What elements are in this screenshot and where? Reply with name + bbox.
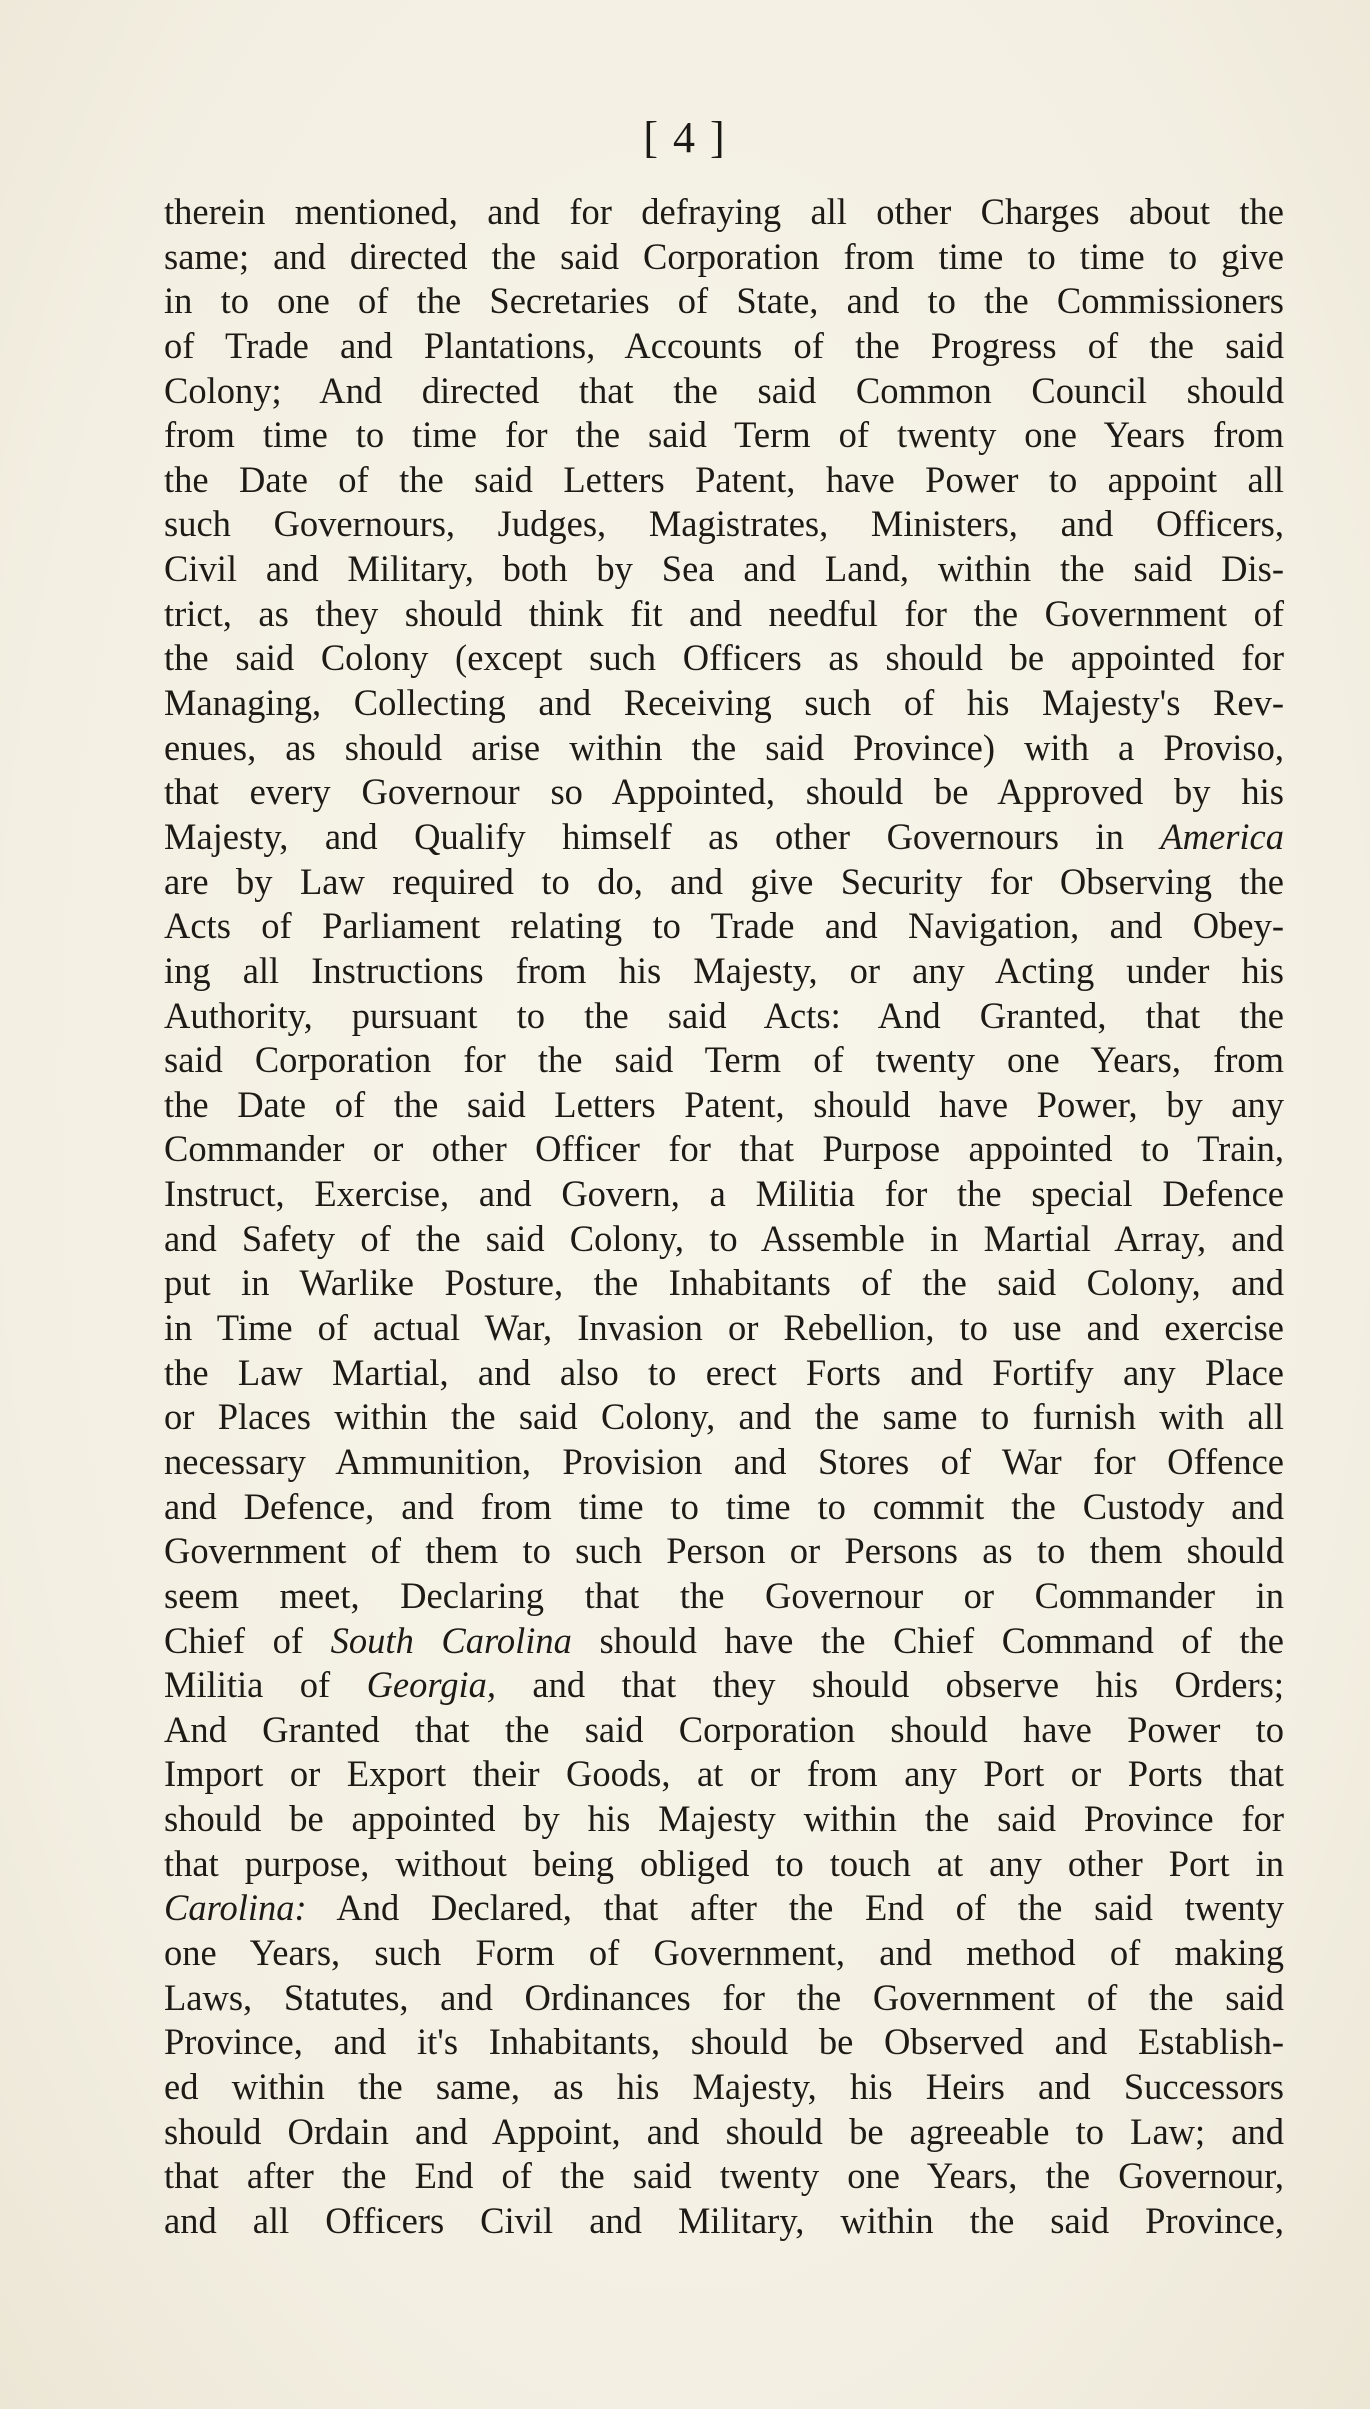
text-segment: Militia of [164, 1664, 367, 1706]
text-line [164, 636, 1284, 681]
italic-text-segment: South Carolina [330, 1619, 572, 1661]
text-line [164, 2154, 1284, 2199]
text-segment: that every Governour so Appointed, should be Approved by his [164, 771, 1284, 813]
text-line [164, 369, 1284, 414]
text-segment: or Places within the said Colony, and the same to furnish with all [164, 1396, 1284, 1438]
text-line [164, 1172, 1284, 1217]
text-line [164, 1395, 1284, 1440]
text-segment: therein mentioned, and for defraying all other Charges about the [164, 191, 1284, 232]
text-line [164, 1886, 1284, 1931]
text-segment: Government of them to such Person or Persons as to them should [164, 1530, 1284, 1572]
text-line [164, 1485, 1284, 1530]
text-line [164, 681, 1284, 726]
text-line [164, 1931, 1284, 1976]
text-segment: should be appointed by his Majesty within the said Province for [164, 1798, 1284, 1840]
text-line [164, 1351, 1284, 1396]
text-line [164, 1529, 1284, 1574]
page-number: [ 4 ] [643, 113, 727, 162]
text-line [164, 413, 1284, 458]
text-segment: enues, as should arise within the said Province) with a Proviso, [164, 726, 1284, 768]
text-segment: that purpose, without being obliged to touch at any other Port in [164, 1842, 1284, 1884]
text-segment: Chief of [164, 1619, 331, 1661]
text-line [164, 1797, 1284, 1842]
text-segment: ed within the same, as his Majesty, his Heirs and Successors [164, 2065, 1284, 2107]
text-segment: the Law Martial, and also to erect Forts and Fortify any Place [164, 1351, 1284, 1393]
text-segment: Colony; And directed that the said Common Council should [164, 369, 1284, 411]
text-line [164, 279, 1284, 324]
text-segment: Import or Export their Goods, at or from any Port or Ports that [164, 1753, 1284, 1795]
text-segment: Instruct, Exercise, and Govern, a Militia for the special Defence [164, 1173, 1284, 1215]
text-segment: that after the End of the said twenty one Years, the Governour, [164, 2155, 1284, 2197]
italic-text-segment: Carolina: [164, 1887, 307, 1929]
text-line [164, 2020, 1284, 2065]
text-line [164, 1842, 1284, 1887]
text-segment: Province, and it's Inhabitants, should be Observed and Establish- [164, 2021, 1284, 2063]
text-line [164, 726, 1284, 771]
text-line [164, 592, 1284, 637]
text-segment: such Governours, Judges, Magistrates, Ministers, and Officers, [164, 503, 1284, 545]
text-segment: and Defence, and from time to time to commit the Custody and [164, 1485, 1284, 1527]
text-segment: ing all Instructions from his Majesty, or any Acting under his [164, 949, 1284, 991]
text-line [164, 547, 1284, 592]
text-segment: one Years, such Form of Government, and method of making [164, 1931, 1284, 1973]
text-segment: are by Law required to do, and give Security for Observing the [164, 860, 1284, 902]
text-line [164, 1708, 1284, 1753]
text-segment: And Declared, that after the End of the said twenty [306, 1887, 1284, 1929]
text-segment: and Safety of the said Colony, to Assemble in Martial Array, and [164, 1217, 1284, 1259]
text-segment: And Granted that the said Corporation should have Power to [164, 1708, 1284, 1750]
text-segment: and all Officers Civil and Military, within the said Province, [164, 2199, 1284, 2241]
text-segment: Acts of Parliament relating to Trade and Navigation, and Obey- [164, 905, 1284, 947]
text-segment: trict, as they should think fit and needful for the Government of [164, 592, 1284, 634]
text-line [164, 324, 1284, 369]
text-line [164, 1574, 1284, 1619]
text-line [164, 1038, 1284, 1083]
text-line [164, 815, 1284, 860]
text-line [164, 1663, 1284, 1708]
text-line [164, 1752, 1284, 1797]
text-line [164, 1261, 1284, 1306]
text-line [164, 949, 1284, 994]
text-line [164, 1217, 1284, 1262]
text-segment: Managing, Collecting and Receiving such of his Majesty's Rev- [164, 682, 1284, 724]
text-line [164, 2199, 1284, 2244]
text-line [164, 904, 1284, 949]
text-line [164, 1976, 1284, 2021]
text-segment: Laws, Statutes, and Ordinances for the Government of the said [164, 1976, 1284, 2018]
text-segment: necessary Ammunition, Provision and Stores of War for Offence [164, 1440, 1284, 1482]
text-line [164, 458, 1284, 503]
text-segment: in to one of the Secretaries of State, and to the Commissioners [164, 280, 1284, 322]
text-segment: same; and directed the said Corporation from time to time to give [164, 235, 1284, 277]
text-line [164, 994, 1284, 1039]
text-line [164, 1619, 1284, 1664]
text-segment: in Time of actual War, Invasion or Rebellion, to use and exercise [164, 1307, 1284, 1349]
italic-text-segment: America [1160, 815, 1284, 857]
body-text [164, 190, 1284, 2243]
text-line [164, 860, 1284, 905]
text-segment: the Date of the said Letters Patent, have Power to appoint all [164, 458, 1284, 500]
text-line [164, 770, 1284, 815]
text-line [164, 1083, 1284, 1128]
text-segment: Civil and Military, both by Sea and Land, within the said Dis- [164, 548, 1284, 590]
text-segment: the said Colony (except such Officers as should be appointed for [164, 637, 1284, 679]
text-segment: seem meet, Declaring that the Governour or Commander in [164, 1574, 1284, 1616]
text-segment: said Corporation for the said Term of twenty one Years, from [164, 1039, 1284, 1081]
text-line [164, 1306, 1284, 1351]
text-segment: the Date of the said Letters Patent, should have Power, by any [164, 1083, 1284, 1125]
text-line [164, 190, 1284, 235]
text-segment: from time to time for the said Term of twenty one Years from [164, 414, 1284, 456]
text-line [164, 502, 1284, 547]
text-line [164, 1440, 1284, 1485]
text-segment: should have the Chief Command of the [571, 1619, 1284, 1661]
text-line [164, 2110, 1284, 2155]
text-segment: and that they should observe his Orders; [496, 1664, 1284, 1706]
text-line [164, 2065, 1284, 2110]
text-line [164, 235, 1284, 280]
text-segment: put in Warlike Posture, the Inhabitants of the said Colony, and [164, 1262, 1284, 1304]
italic-text-segment: Georgia, [366, 1664, 496, 1706]
text-segment: Authority, pursuant to the said Acts: And Granted, that the [164, 994, 1284, 1036]
text-segment: Commander or other Officer for that Purpose appointed to Train, [164, 1128, 1284, 1170]
text-segment: Majesty, and Qualify himself as other Governours in [164, 815, 1161, 857]
text-line [164, 1127, 1284, 1172]
text-segment: should Ordain and Appoint, and should be agreeable to Law; and [164, 2110, 1284, 2152]
text-segment: of Trade and Plantations, Accounts of the Progress of the said [164, 324, 1284, 366]
